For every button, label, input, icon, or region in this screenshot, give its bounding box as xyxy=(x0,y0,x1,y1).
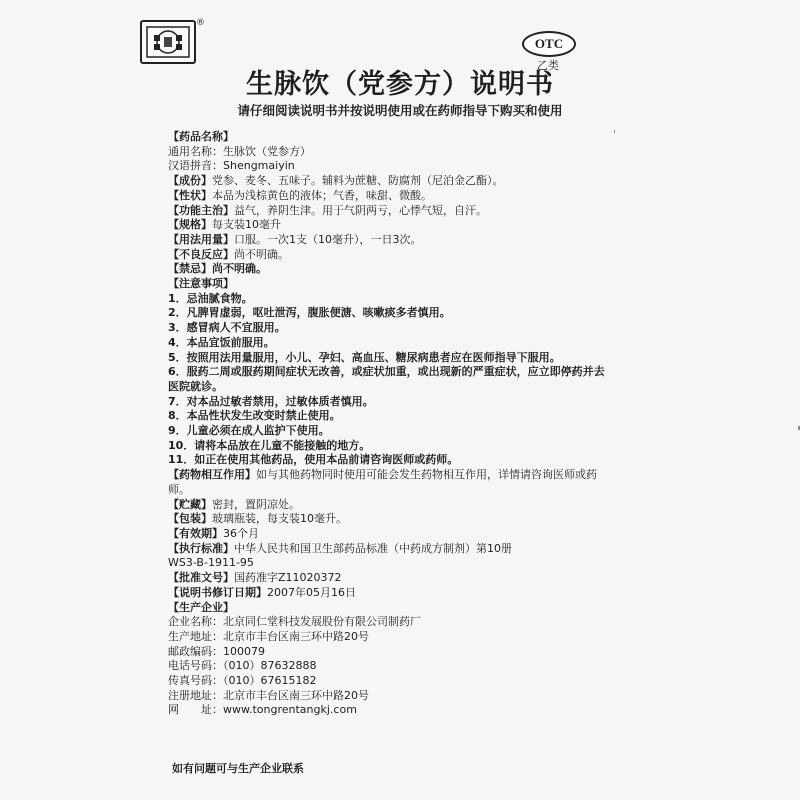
otc-oval-icon xyxy=(522,31,576,57)
drug-name-heading: 【药品名称】 xyxy=(168,130,234,143)
approval-row xyxy=(168,571,608,586)
precaution-item: 10．请将本品放在儿童不能接触的地方。 xyxy=(168,438,371,452)
precaution-item: 3．感冒病人不宜服用。 xyxy=(168,321,286,335)
approval-heading: 【批准文号】 xyxy=(168,571,234,585)
spec-row xyxy=(168,218,608,233)
properties-text: 本品为浅棕黄色的液体；气香，味甜、微酸。 xyxy=(212,188,432,202)
precaution-item: 8．本品性状发生改变时禁止使用。 xyxy=(168,409,341,423)
approval-text: 国药准字Z11020372 xyxy=(234,571,342,585)
adverse-heading: 【不良反应】 xyxy=(168,247,234,261)
spec-heading: 【规格】 xyxy=(168,218,212,232)
leaflet-subtitle: 请仔细阅读说明书并按说明使用或在药师指导下购买和使用 xyxy=(237,103,563,118)
ingredients-text: 党参、麦冬、五味子。辅料为蔗糖、防腐剂（尼泊金乙酯）。 xyxy=(212,174,504,188)
leaflet-title: 生脉饮（党参方）说明书 xyxy=(246,69,554,100)
revision-text: 2007年05月16日 xyxy=(267,585,356,599)
interactions-text: 如与其他药物同时使用可能会发生药物相互作用，详情请咨询医师或药师。 xyxy=(168,468,597,496)
precautions-heading: 【注意事项】 xyxy=(168,277,234,291)
validity-row xyxy=(168,527,608,542)
validity-heading: 【有效期】 xyxy=(168,526,223,540)
leaflet-body xyxy=(168,130,608,718)
precaution-item: 4．本品宜饭前服用。 xyxy=(168,335,275,349)
website: 网 址：www.tongrentangkj.com xyxy=(168,703,357,717)
adverse-text: 尚不明确。 xyxy=(234,247,289,261)
package-row xyxy=(168,512,608,527)
properties-heading: 【性状】 xyxy=(168,188,212,202)
interactions-heading: 【药物相互作用】 xyxy=(168,468,256,482)
precaution-item: 11．如正在使用其他药品，使用本品前请咨询医师或药师。 xyxy=(168,453,459,467)
phone-number: 电话号码：（010）87632888 xyxy=(168,659,317,673)
contact-footer: 如有问题可与生产企业联系 xyxy=(172,762,304,775)
precaution-item: 2．凡脾胃虚弱，呕吐泄泻，腹胀便溏、咳嗽痰多者慎用。 xyxy=(168,306,451,320)
precaution-item: 9．儿童必须在成人监护下使用。 xyxy=(168,424,330,438)
usage-heading: 【用法用量】 xyxy=(168,232,234,246)
storage-heading: 【贮藏】 xyxy=(168,497,212,511)
contra-row xyxy=(168,262,608,277)
revision-heading: 【说明书修订日期】 xyxy=(168,585,267,599)
interactions-row xyxy=(168,468,608,497)
properties-row xyxy=(168,189,608,204)
generic-name: 通用名称：生脉饮（党参方） xyxy=(168,144,311,158)
contra-heading: 【禁忌】 xyxy=(168,262,212,276)
usage-text: 口服。一次1支（10毫升），一日3次。 xyxy=(234,232,422,246)
registered-mark: ® xyxy=(196,18,205,28)
precaution-item: 6．服药二周或服药期间症状无改善，或症状加重，或出现新的严重症状，应立即停药并去医院就诊。 xyxy=(168,365,605,393)
tongrentang-logo-icon xyxy=(140,20,196,64)
ingredients-heading: 【成份】 xyxy=(168,174,212,188)
production-address: 生产地址：北京市丰台区南三环中路20号 xyxy=(168,629,369,643)
package-heading: 【包装】 xyxy=(168,512,212,526)
standard-text: 中华人民共和国卫生部药品标准（中药成方制剂）第10册 xyxy=(234,541,512,555)
standard-heading: 【执行标准】 xyxy=(168,541,234,555)
otc-class-label: 乙类 xyxy=(537,59,559,72)
indications-heading: 【功能主治】 xyxy=(168,203,234,217)
storage-row xyxy=(168,498,608,513)
standard-row xyxy=(168,542,608,557)
storage-text: 密封，置阴凉处。 xyxy=(212,497,300,511)
usage-row xyxy=(168,233,608,248)
otc-label: OTC xyxy=(534,36,564,51)
contra-text: 尚不明确。 xyxy=(212,262,267,276)
scan-speck xyxy=(614,130,615,133)
standard-code: WS3-B-1911-95 xyxy=(168,556,254,570)
indications-row xyxy=(168,204,608,219)
package-text: 玻璃瓶装，每支装10毫升。 xyxy=(212,512,347,526)
revision-row xyxy=(168,586,608,601)
postcode: 邮政编码：100079 xyxy=(168,644,265,658)
precaution-item: 1．忌油腻食物。 xyxy=(168,291,253,305)
indications-text: 益气，养阴生津。用于气阴两亏，心悸气短，自汗。 xyxy=(234,203,487,217)
spec-text: 每支装10毫升 xyxy=(212,218,281,232)
manufacturer-heading: 【生产企业】 xyxy=(168,600,234,614)
validity-text: 36个月 xyxy=(223,526,259,540)
adverse-row xyxy=(168,248,608,263)
precaution-item: 5．按照用法用量服用，小儿、孕妇、高血压、糖尿病患者应在医师指导下服用。 xyxy=(168,350,561,364)
pinyin-name: 汉语拼音：Shengmaiyin xyxy=(168,159,295,173)
ingredients-row xyxy=(168,174,608,189)
registered-address: 注册地址：北京市丰台区南三环中路20号 xyxy=(168,688,369,702)
precaution-item: 7．对本品过敏者禁用，过敏体质者慎用。 xyxy=(168,394,374,408)
company-name: 企业名称：北京同仁堂科技发展股份有限公司制药厂 xyxy=(168,615,421,629)
fax-number: 传真号码：（010）67615182 xyxy=(168,674,317,688)
